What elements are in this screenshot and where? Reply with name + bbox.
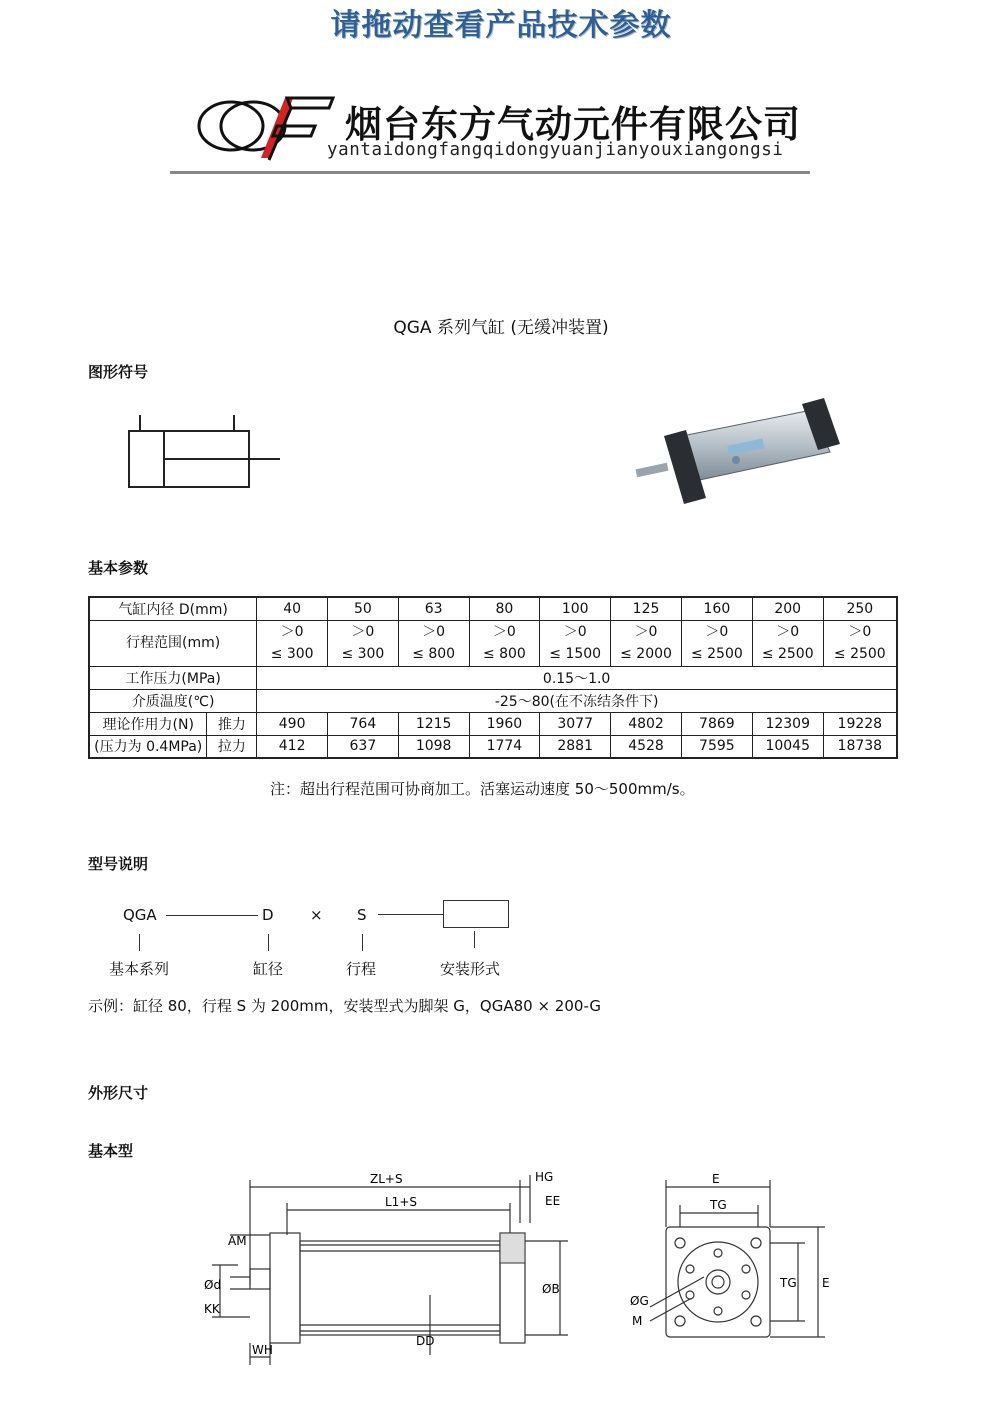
dim-g-label: ØG (630, 1294, 649, 1308)
model-pointer-tick (474, 931, 475, 948)
stroke-min: ＞0 (776, 624, 800, 640)
pull-cell: 1098 (398, 735, 469, 758)
stroke-min: ＞0 (705, 624, 729, 640)
header-divider (170, 171, 810, 174)
bore-cell: 160 (681, 597, 752, 620)
stroke-max: ≤ 1500 (549, 646, 602, 662)
push-cell: 19228 (823, 712, 897, 735)
push-label: 推力 (207, 712, 257, 735)
push-cell: 4802 (611, 712, 682, 735)
pressure-value: 0.15～1.0 (257, 666, 897, 689)
section-model-label: 型号说明 (88, 855, 149, 873)
dim-am-label: AM (228, 1234, 247, 1248)
stroke-max: ≤ 2500 (690, 646, 743, 662)
bore-cell: 40 (257, 597, 328, 620)
table-row-stroke (89, 620, 897, 666)
stroke-cell (681, 620, 752, 666)
cylinder-product-image (632, 390, 844, 512)
table-row-pull (89, 735, 897, 758)
cylinder-symbol-diagram (120, 410, 290, 494)
table-row-temperature (89, 689, 897, 712)
bore-cell: 200 (752, 597, 823, 620)
stroke-min: ＞0 (422, 624, 446, 640)
force-header-line1: 理论作用力(N) (89, 712, 207, 735)
side-view-drawing (190, 1165, 590, 1377)
force-header-line2: (压力为 0.4MPa) (89, 735, 207, 758)
dim-tg-side-label: TG (780, 1276, 797, 1290)
dim-e-label: E (712, 1172, 720, 1186)
pull-cell: 7595 (681, 735, 752, 758)
pressure-header: 工作压力(MPa) (89, 666, 257, 689)
temperature-header: 介质温度(℃) (89, 689, 257, 712)
dim-ee-label: EE (545, 1194, 561, 1208)
dim-hg-label: HG (535, 1170, 554, 1184)
stroke-min: ＞0 (280, 624, 304, 640)
dim-l1-label: L1+S (385, 1195, 417, 1209)
company-name-pinyin: yantaidongfangqidongyuanjianyouxiangongsi (327, 140, 784, 160)
model-pointer-tick (362, 934, 363, 951)
stroke-cell (752, 620, 823, 666)
pull-cell: 4528 (611, 735, 682, 758)
push-cell: 490 (257, 712, 328, 735)
push-cell: 1215 (398, 712, 469, 735)
stroke-cell (823, 620, 897, 666)
stroke-max: ≤ 2500 (761, 646, 814, 662)
page-banner: 请拖动查看产品技术参数 (330, 8, 672, 43)
bore-cell: 63 (398, 597, 469, 620)
stroke-header: 行程范围(mm) (89, 620, 257, 666)
dim-b-label: ØB (542, 1282, 560, 1296)
stroke-max: ≤ 800 (412, 646, 456, 662)
dim-tg-label: TG (710, 1198, 727, 1212)
document-title: QGA 系列气缸 (无缓冲装置) (393, 318, 609, 338)
push-cell: 1960 (469, 712, 540, 735)
stroke-cell (611, 620, 682, 666)
section-symbol-label: 图形符号 (88, 363, 149, 381)
bore-cell: 250 (823, 597, 897, 620)
table-row-push (89, 712, 897, 735)
section-basic-label: 基本型 (88, 1142, 134, 1160)
model-stroke-code: S (357, 906, 367, 924)
pull-cell: 2881 (540, 735, 611, 758)
pull-cell: 412 (257, 735, 328, 758)
table-row-pressure (89, 666, 897, 689)
model-pointer-tick (139, 934, 140, 951)
bore-header: 气缸内径 D(mm) (89, 597, 257, 620)
model-example: 示例：缸径 80，行程 S 为 200mm，安装型式为脚架 G，QGA80 × 200-G (88, 997, 602, 1015)
model-mount-box (443, 900, 509, 928)
push-cell: 764 (328, 712, 399, 735)
stroke-min: ＞0 (848, 624, 872, 640)
stroke-max: ≤ 300 (341, 646, 385, 662)
model-series-desc: 基本系列 (109, 960, 170, 978)
model-series-code: QGA (123, 906, 157, 924)
dim-wh-label: WH (252, 1343, 273, 1357)
stroke-max: ≤ 800 (482, 646, 526, 662)
stroke-cell (469, 620, 540, 666)
stroke-min: ＞0 (563, 624, 587, 640)
model-connector-line (378, 914, 443, 915)
stroke-min: ＞0 (634, 624, 658, 640)
stroke-cell (398, 620, 469, 666)
company-name-cn: 烟台东方气动元件有限公司 (345, 103, 801, 146)
model-stroke-desc: 行程 (346, 960, 377, 978)
dim-zl-label: ZL+S (370, 1172, 403, 1186)
model-pointer-tick (268, 934, 269, 951)
model-times-sign: × (310, 906, 323, 924)
stroke-cell (257, 620, 328, 666)
bore-cell: 50 (328, 597, 399, 620)
model-bore-code: D (262, 906, 274, 924)
push-cell: 3077 (540, 712, 611, 735)
model-connector-line (166, 915, 258, 916)
dim-d-label: Ød (204, 1278, 222, 1292)
dim-e-side-label: E (822, 1276, 830, 1290)
stroke-max: ≤ 300 (270, 646, 314, 662)
parameters-note: 注：超出行程范围可协商加工。活塞运动速度 50～500mm/s。 (270, 780, 695, 798)
stroke-max: ≤ 2500 (833, 646, 886, 662)
bore-cell: 125 (611, 597, 682, 620)
pull-label: 拉力 (207, 735, 257, 758)
temperature-value: -25～80(在不冻结条件下) (257, 689, 897, 712)
stroke-cell (328, 620, 399, 666)
company-logo-icon (195, 90, 335, 166)
model-bore-desc: 缸径 (253, 960, 284, 978)
dim-kk-label: KK (204, 1302, 220, 1316)
bore-cell: 100 (540, 597, 611, 620)
section-params-label: 基本参数 (88, 559, 149, 577)
stroke-max: ≤ 2000 (620, 646, 672, 662)
stroke-min: ＞0 (351, 624, 375, 640)
push-cell: 12309 (752, 712, 823, 735)
pull-cell: 637 (328, 735, 399, 758)
dim-m-label: M (632, 1314, 643, 1328)
parameters-table (88, 596, 898, 759)
stroke-cell (540, 620, 611, 666)
company-logo-block (195, 88, 815, 168)
push-cell: 7869 (681, 712, 752, 735)
stroke-min: ＞0 (492, 624, 516, 640)
pull-cell: 1774 (469, 735, 540, 758)
end-view-drawing (620, 1165, 840, 1350)
table-row-bore (89, 597, 897, 620)
bore-cell: 80 (469, 597, 540, 620)
pull-cell: 18738 (823, 735, 897, 758)
model-mount-desc: 安装形式 (440, 960, 501, 978)
dim-dd-label: DD (416, 1334, 435, 1348)
pull-cell: 10045 (752, 735, 823, 758)
section-dims-label: 外形尺寸 (88, 1084, 149, 1102)
